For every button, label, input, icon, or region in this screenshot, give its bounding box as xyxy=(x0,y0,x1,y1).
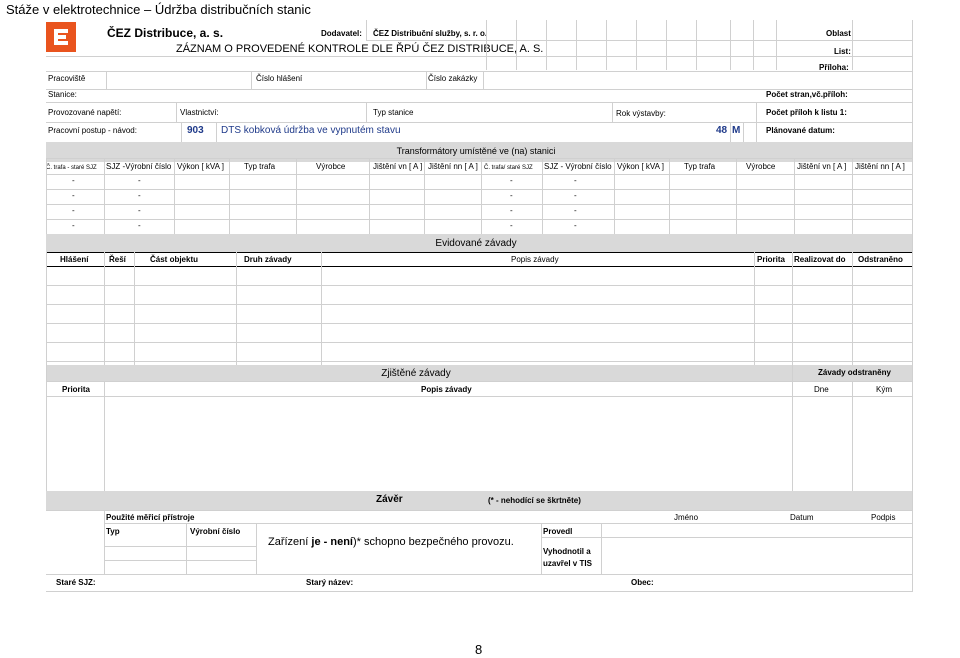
signature-label: Podpis xyxy=(871,513,896,522)
dash: - xyxy=(574,221,577,230)
page-number: 8 xyxy=(475,642,483,657)
procedure-label: Pracovní postup - návod: xyxy=(48,126,137,135)
statement-part: Zařízení xyxy=(268,536,312,548)
sheet-label: List: xyxy=(834,47,851,56)
col-lv-fuse-1: Jištění nn [ A ] xyxy=(428,162,478,171)
dash: - xyxy=(574,176,577,185)
dash: - xyxy=(510,221,513,230)
evaluated-label: Vyhodnotil a uzavřel v TIS xyxy=(543,547,592,568)
dash: - xyxy=(510,206,513,215)
name-label: Jméno xyxy=(674,513,699,522)
col-trafo-no-2: Č. trafa/ staré SJZ xyxy=(484,165,533,171)
municipality-label: Obec: xyxy=(631,578,654,587)
col-sjz-serial-1: SJZ -Výrobní číslo xyxy=(106,162,172,171)
document-title: Stáže v elektrotechnice – Údržba distribučních stanic xyxy=(6,2,311,17)
inspection-form xyxy=(46,20,912,592)
duration-unit: M xyxy=(732,125,741,136)
type-label: Typ xyxy=(106,527,120,536)
conclusion-heading: Závěr xyxy=(376,494,403,505)
col-defect-type: Druh závady xyxy=(244,255,292,264)
planned-date-label: Plánované datum: xyxy=(766,126,835,135)
dash: - xyxy=(138,191,141,200)
col-removed: Odstraněno xyxy=(858,255,903,264)
year-built-label: Rok výstavby: xyxy=(616,109,666,118)
col-manufacturer-2: Výrobce xyxy=(746,162,776,171)
dash: - xyxy=(510,191,513,200)
dash: - xyxy=(72,191,75,200)
dash: - xyxy=(138,221,141,230)
col-power-2: Výkon [ kVA ] xyxy=(617,162,664,171)
col-trafo-type-1: Typ trafa xyxy=(244,162,276,171)
col-hv-fuse-2: Jištění vn [ A ] xyxy=(797,162,847,171)
dash: - xyxy=(72,221,75,230)
order-number-label: Číslo zakázky xyxy=(428,74,478,83)
col-found-date: Dne xyxy=(814,385,829,394)
cez-logo-icon xyxy=(46,22,76,52)
col-power-1: Výkon [ kVA ] xyxy=(177,162,224,171)
col-trafo-type-2: Typ trafa xyxy=(684,162,716,171)
removed-heading: Závady odstraněny xyxy=(818,368,891,377)
page-count-label: Počet stran,vč.příloh: xyxy=(766,90,848,99)
performed-label: Provedl xyxy=(543,527,573,536)
recorded-heading: Evidované závady xyxy=(435,238,517,249)
col-manufacturer-1: Výrobce xyxy=(316,162,346,171)
duration-value: 48 xyxy=(716,125,728,136)
col-defect-description: Popis závady xyxy=(511,255,559,264)
col-hv-fuse-1: Jištění vn [ A ] xyxy=(373,162,423,171)
statement-choice: je - není xyxy=(311,536,353,548)
col-object-part: Část objektu xyxy=(150,255,199,264)
col-report: Hlášení xyxy=(60,255,89,264)
instruments-label: Použité měřicí přístroje xyxy=(106,513,195,522)
ownership-label: Vlastnictví: xyxy=(180,108,219,117)
attachment-label: Příloha: xyxy=(819,63,849,72)
company-name: ČEZ Distribuce, a. s. xyxy=(107,26,224,40)
form-title: ZÁZNAM O PROVEDENÉ KONTROLE DLE ŘPÚ ČEZ DISTRIBUCE, A. S. xyxy=(176,43,544,55)
dash: - xyxy=(138,176,141,185)
station-label: Stanice: xyxy=(48,90,77,99)
workplace-label: Pracoviště xyxy=(48,74,86,83)
transformers-heading: Transformátory umístěné ve (na) stanici xyxy=(396,146,556,156)
date-label: Datum xyxy=(790,513,814,522)
old-sjz-label: Staré SJZ: xyxy=(56,578,96,587)
old-name-label: Starý název: xyxy=(306,578,354,587)
station-type-label: Typ stanice xyxy=(373,108,414,117)
col-found-priority: Priorita xyxy=(62,385,91,394)
strike-note: (* - nehodící se škrtněte) xyxy=(488,496,581,505)
voltage-label: Provozované napětí: xyxy=(48,108,122,117)
dash: - xyxy=(574,191,577,200)
col-trafo-no-1: Č. trafa - staré SJZ xyxy=(46,165,97,171)
col-lv-fuse-2: Jištění nn [ A ] xyxy=(855,162,905,171)
supplier-label: Dodavatel: xyxy=(321,29,362,38)
found-heading: Zjištěné závady xyxy=(381,368,451,379)
dash: - xyxy=(510,176,513,185)
col-priority: Priorita xyxy=(757,255,786,264)
report-number-label: Číslo hlášení xyxy=(256,74,303,83)
region-label: Oblast xyxy=(826,29,851,38)
statement-part: )* schopno bezpečného provozu. xyxy=(352,536,514,548)
procedure-code: 903 xyxy=(187,125,204,136)
dash: - xyxy=(72,206,75,215)
dash: - xyxy=(72,176,75,185)
dash: - xyxy=(138,206,141,215)
conclusion-heading-bar xyxy=(46,491,912,510)
supplier-value: ČEZ Distribuční služby, s. r. o. xyxy=(373,29,488,38)
col-found-description: Popis závady xyxy=(421,385,472,394)
col-handled-by: Řeší xyxy=(109,255,126,264)
dash: - xyxy=(574,206,577,215)
serial-label: Výrobní číslo xyxy=(190,527,241,536)
procedure-name: DTS kobková údržba ve vypnutém stavu xyxy=(221,125,401,136)
col-sjz-serial-2: SJZ - Výrobní číslo xyxy=(544,162,612,171)
operability-statement xyxy=(268,536,514,549)
col-found-by: Kým xyxy=(876,385,892,394)
col-realize-by: Realizovat do xyxy=(794,255,846,264)
attachment-count-label: Počet příloh k listu 1: xyxy=(766,108,847,117)
